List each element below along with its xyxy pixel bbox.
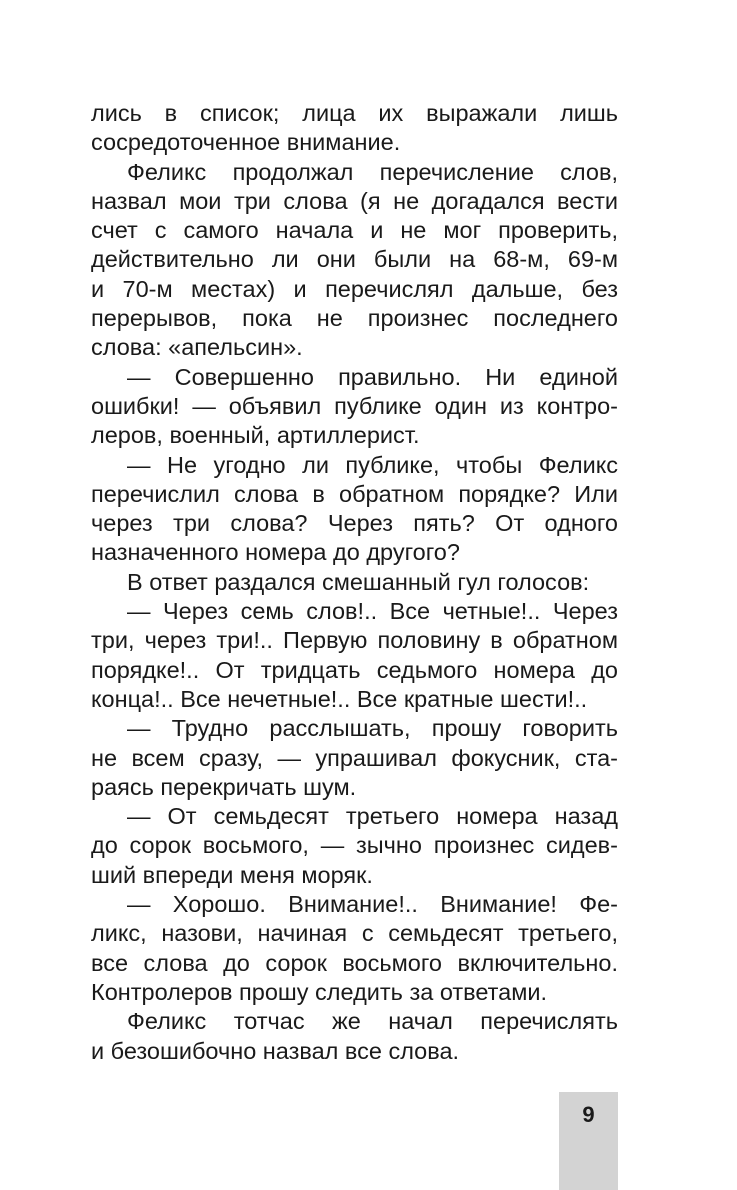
text-line: назначенного номера до другого?	[91, 539, 460, 566]
text-line: порядке!.. От тридцать седьмого номера до	[91, 656, 618, 683]
text-line: — Хорошо. Внимание!.. Внимание! Фе-	[127, 891, 618, 918]
text-line: — Не угодно ли публике, чтобы Феликс	[127, 451, 618, 478]
text-line: три, через три!.. Первую половину в обратном	[91, 627, 618, 654]
text-line: счет с самого начала и не мог проверить,	[91, 217, 618, 244]
text-line: сосредоточенное внимание.	[91, 129, 401, 156]
text-line: Контролеров прошу следить за ответами.	[91, 978, 548, 1005]
text-line: все слова до сорок восьмого включительно.	[91, 949, 618, 976]
text-line: — От семьдесят третьего номера назад	[127, 803, 618, 830]
text-line: перерывов, пока не произнес последнего	[91, 305, 618, 332]
text-line: Феликс тотчас же начал перечислять	[127, 1008, 618, 1035]
text-line: через три слова? Через пять? От одного	[91, 510, 618, 537]
text-line: В ответ раздался смешанный гул голосов:	[127, 568, 590, 595]
text-line: ший впереди меня моряк.	[91, 861, 373, 888]
text-line: перечислил слова в обратном порядке? Или	[91, 480, 618, 507]
text-line: — Через семь слов!.. Все четные!.. Через	[127, 598, 618, 625]
text-line: конца!.. Все нечетные!.. Все кратные шести!..	[91, 685, 588, 712]
text-line: — Трудно расслышать, прошу говорить	[127, 715, 618, 742]
body-text	[91, 99, 618, 1066]
text-line: до сорок восьмого, — зычно произнес сидев-	[91, 832, 618, 859]
page-number-tab	[559, 1092, 618, 1190]
text-line: и 70-м местах) и перечислял дальше, без	[91, 275, 618, 302]
text-line: не всем сразу, — упрашивал фокусник, ста-	[91, 744, 618, 771]
text-line: слова: «апельсин».	[91, 334, 303, 361]
text-line: Феликс продолжал перечисление слов,	[127, 158, 618, 185]
text-line: леров, военный, артиллерист.	[91, 422, 420, 449]
text-line: назвал мои три слова (я не догадался вести	[91, 187, 618, 214]
text-line: — Совершенно правильно. Ни единой	[127, 363, 618, 390]
text-line: раясь перекричать шум.	[91, 773, 357, 800]
text-line: лись в список; лица их выражали лишь	[91, 100, 618, 126]
text-line: ошибки! — объявил публике один из контро-	[91, 392, 618, 419]
text-line: действительно ли они были на 68-м, 69-м	[91, 246, 618, 273]
page-number: 9	[582, 1102, 595, 1127]
text-line: ликс, назови, начиная с семьдесят третьего,	[91, 920, 618, 947]
text-line: и безошибочно назвал все слова.	[91, 1037, 460, 1064]
